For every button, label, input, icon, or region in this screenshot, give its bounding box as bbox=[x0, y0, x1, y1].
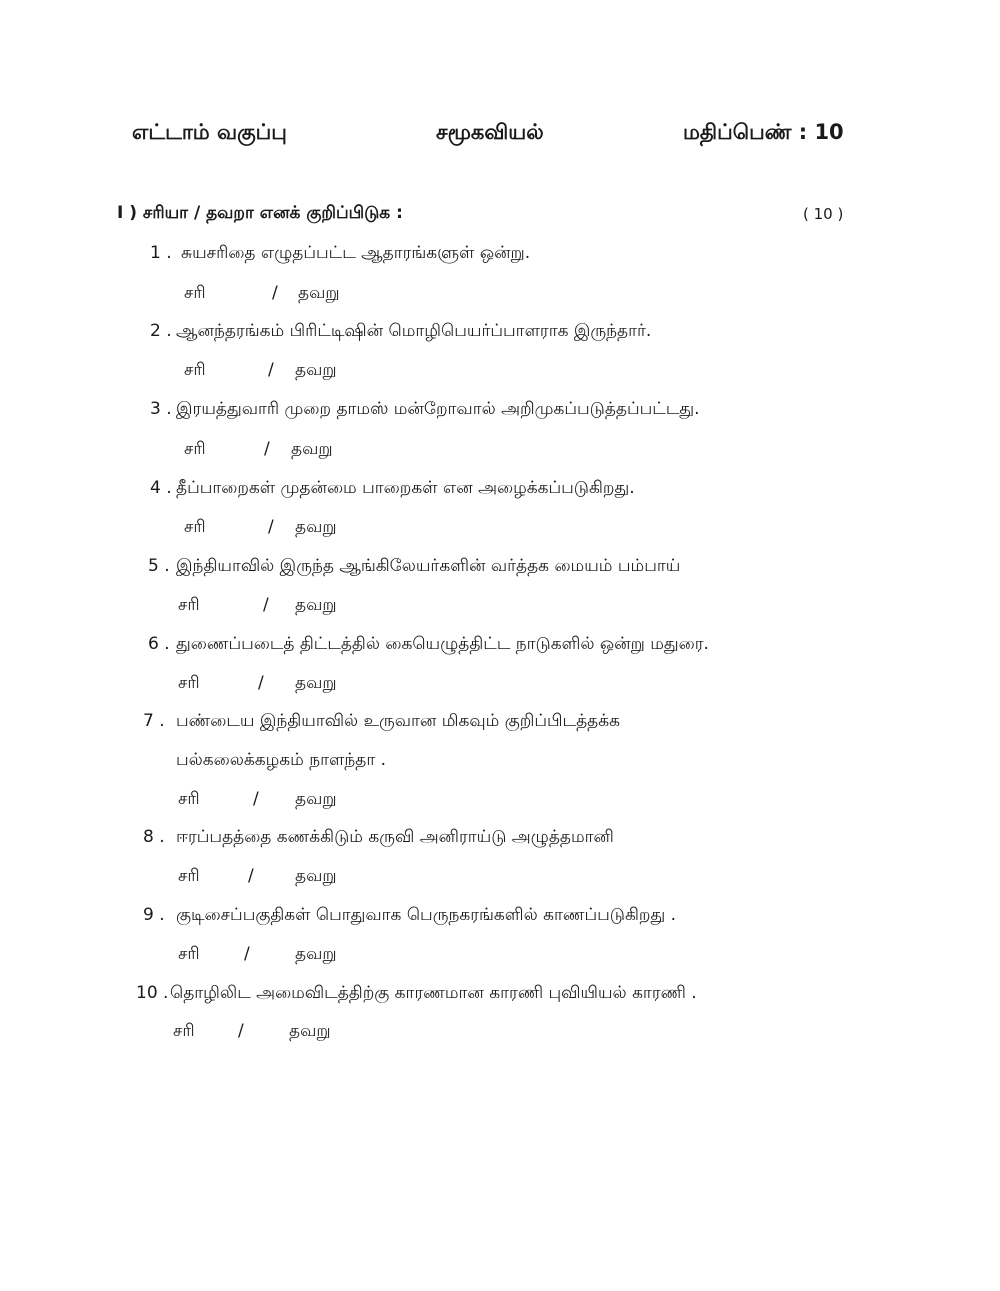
option-separator: / bbox=[272, 283, 278, 303]
question-number: 3 . bbox=[150, 399, 172, 419]
option-true[interactable]: சரி bbox=[184, 283, 206, 303]
option-false[interactable]: தவறு bbox=[295, 789, 337, 809]
option-false[interactable]: தவறு bbox=[295, 360, 337, 380]
question-text: தீப்பாறைகள் முதன்மை பாறைகள் என அழைக்கப்படுகிறது. bbox=[176, 478, 635, 498]
option-separator: / bbox=[248, 866, 254, 886]
question-number: 6 . bbox=[148, 634, 170, 654]
option-false[interactable]: தவறு bbox=[298, 283, 340, 303]
option-false[interactable]: தவறு bbox=[295, 517, 337, 537]
question-text: துணைப்படைத் திட்டத்தில் கையெழுத்திட்ட நாடுகளில் ஒன்று மதுரை. bbox=[176, 634, 709, 654]
option-false[interactable]: தவறு bbox=[289, 1021, 331, 1041]
option-separator: / bbox=[238, 1021, 244, 1041]
option-true[interactable]: சரி bbox=[184, 517, 206, 537]
option-separator: / bbox=[258, 673, 264, 693]
question-text: இரயத்துவாரி முறை தாமஸ் மன்றோவால் அறிமுகப்படுத்தப்பட்டது. bbox=[176, 399, 700, 419]
option-separator: / bbox=[268, 517, 274, 537]
option-false[interactable]: தவறு bbox=[291, 439, 333, 459]
question-number: 4 . bbox=[150, 478, 172, 498]
option-separator: / bbox=[253, 789, 259, 809]
section-title: I ) சரியா / தவறா எனக் குறிப்பிடுக : bbox=[117, 203, 403, 223]
question-text: தொழிலிட அமைவிடத்திற்கு காரணமான காரணி புவியியல் காரணி . bbox=[170, 983, 697, 1003]
question-number: 8 . bbox=[143, 827, 165, 847]
question-text: குடிசைப்பகுதிகள் பொதுவாக பெருநகரங்களில் காணப்படுகிறது . bbox=[176, 905, 677, 925]
option-true[interactable]: சரி bbox=[178, 595, 200, 615]
question-number: 9 . bbox=[143, 905, 165, 925]
option-false[interactable]: தவறு bbox=[295, 595, 337, 615]
question-text: பண்டைய இந்தியாவில் உருவான மிகவும் குறிப்பிடத்தக்க bbox=[176, 711, 620, 731]
question-text: இந்தியாவில் இருந்த ஆங்கிலேயர்களின் வர்த்தக மையம் பம்பாய் bbox=[176, 556, 681, 576]
option-separator: / bbox=[244, 944, 250, 964]
option-true[interactable]: சரி bbox=[178, 789, 200, 809]
question-text-continued: பல்கலைக்கழகம் நாளந்தா . bbox=[176, 750, 387, 770]
question-number: 1 . bbox=[150, 243, 172, 263]
question-text: ஈரப்பதத்தை கணக்கிடும் கருவி அனிராய்டு அழுத்தமானி bbox=[176, 827, 614, 847]
question-number: 10 . bbox=[136, 983, 169, 1003]
option-true[interactable]: சரி bbox=[173, 1021, 195, 1041]
option-separator: / bbox=[264, 439, 270, 459]
question-number: 5 . bbox=[148, 556, 170, 576]
section-marks: ( 10 ) bbox=[803, 205, 844, 223]
option-separator: / bbox=[263, 595, 269, 615]
option-true[interactable]: சரி bbox=[178, 673, 200, 693]
option-true[interactable]: சரி bbox=[184, 360, 206, 380]
total-marks: மதிப்பெண் : 10 bbox=[683, 120, 844, 144]
option-separator: / bbox=[268, 360, 274, 380]
question-number: 7 . bbox=[143, 711, 165, 731]
subject-title: சமூகவியல் bbox=[436, 120, 544, 144]
option-true[interactable]: சரி bbox=[178, 866, 200, 886]
question-text: ஆனந்தரங்கம் பிரிட்டிஷின் மொழிபெயர்ப்பாளராக இருந்தார். bbox=[176, 321, 652, 341]
option-false[interactable]: தவறு bbox=[295, 673, 337, 693]
option-false[interactable]: தவறு bbox=[295, 944, 337, 964]
option-true[interactable]: சரி bbox=[178, 944, 200, 964]
class-title: எட்டாம் வகுப்பு bbox=[132, 120, 287, 144]
question-text: சுயசரிதை எழுதப்பட்ட ஆதாரங்களுள் ஒன்று. bbox=[181, 243, 531, 263]
question-number: 2 . bbox=[150, 321, 172, 341]
option-false[interactable]: தவறு bbox=[295, 866, 337, 886]
option-true[interactable]: சரி bbox=[184, 439, 206, 459]
